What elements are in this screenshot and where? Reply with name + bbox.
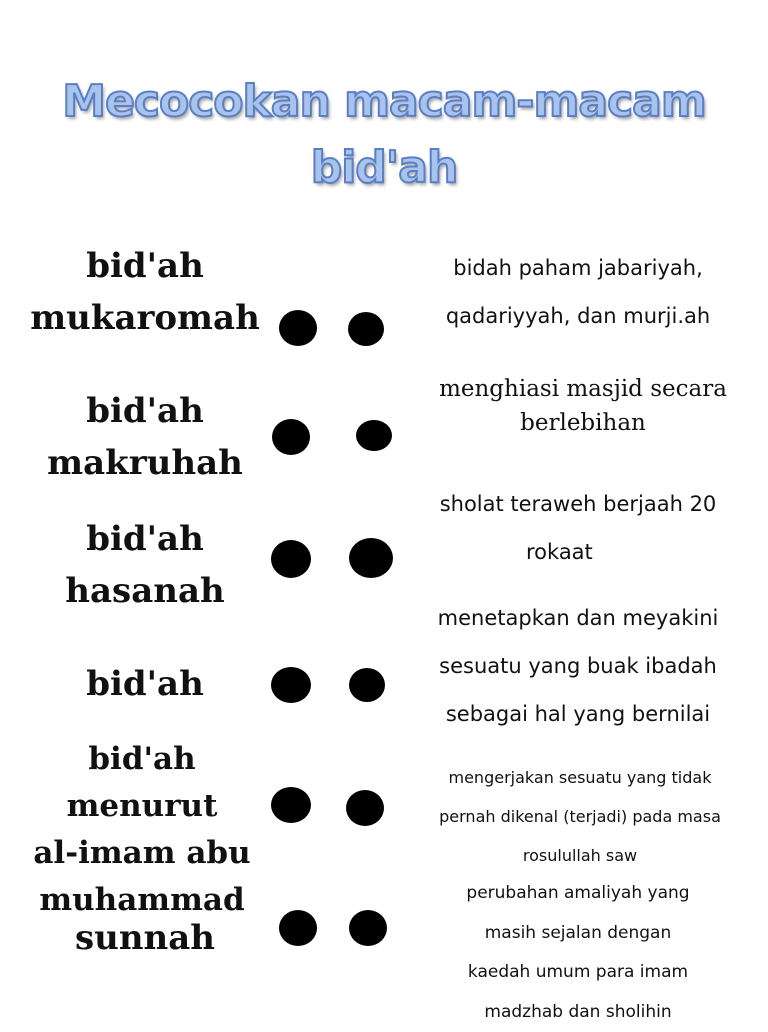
right-item-4 — [408, 594, 748, 738]
left-item-bidah — [20, 658, 270, 710]
right-connector-dot-2[interactable] — [356, 420, 392, 451]
left-connector-dot-1[interactable] — [279, 310, 317, 346]
right-item-line: menghiasi masjid secara — [408, 372, 758, 406]
left-item-line: bid'ah — [20, 513, 270, 565]
right-connector-dot-5[interactable] — [346, 790, 384, 826]
left-item-line: bid'ah menurut — [8, 736, 276, 830]
page-title — [0, 74, 768, 130]
left-item-line: bid'ah — [20, 658, 270, 710]
left-item-line: muhammad — [8, 877, 276, 924]
left-connector-dot-5[interactable] — [271, 787, 311, 823]
right-item-line: pernah dikenal (terjadi) pada masa — [400, 797, 760, 836]
right-item-line: rosulullah saw — [400, 836, 760, 875]
right-item-2 — [408, 372, 758, 440]
left-connector-dot-6[interactable] — [279, 910, 317, 946]
right-item-line: mengerjakan sesuatu yang tidak — [400, 758, 760, 797]
right-item-1 — [408, 244, 748, 340]
left-item-line: bid'ah — [20, 385, 270, 437]
right-item-line: sholat teraweh berjaah 20 — [408, 480, 748, 528]
left-item-bidah-menurut-al-imam — [8, 736, 276, 924]
left-item-bidah-makruhah — [20, 385, 270, 489]
right-connector-dot-3[interactable] — [349, 538, 393, 578]
right-item-line: menetapkan dan meyakini — [408, 594, 748, 642]
right-connector-dot-4[interactable] — [349, 668, 385, 702]
left-item-bidah-mukaromah — [20, 240, 270, 344]
right-item-line: kaedah umum para imam — [408, 953, 748, 993]
page-title-line-2 — [0, 140, 768, 196]
left-item-line: mukaromah — [20, 292, 270, 344]
right-item-line: sesuatu yang buak ibadah — [408, 642, 748, 690]
left-item-line: makruhah — [20, 437, 270, 489]
title-line-2: bid'ah — [311, 142, 458, 193]
left-item-line: bid'ah — [20, 240, 270, 292]
right-item-6 — [408, 874, 748, 1032]
right-connector-dot-6[interactable] — [349, 910, 387, 946]
left-connector-dot-3[interactable] — [271, 540, 311, 578]
right-item-line: perubahan amaliyah yang — [408, 874, 748, 914]
left-item-sunnah — [20, 912, 270, 964]
left-item-line: al-imam abu — [8, 830, 276, 877]
left-connector-dot-2[interactable] — [272, 419, 310, 455]
left-item-bidah-hasanah — [20, 513, 270, 617]
right-item-line: madzhab dan sholihin — [408, 993, 748, 1032]
left-item-line: sunnah — [20, 912, 270, 964]
right-item-line: sebagai hal yang bernilai — [408, 690, 748, 738]
right-item-line: bidah paham jabariyah, — [408, 244, 748, 292]
right-item-5 — [400, 758, 760, 875]
left-connector-dot-4[interactable] — [271, 667, 311, 703]
title-line-1: Mecocokan macam-macam — [62, 76, 705, 127]
right-connector-dot-1[interactable] — [348, 312, 384, 346]
right-item-line: qadariyyah, dan murji.ah — [408, 292, 748, 340]
right-item-line: masih sejalan dengan — [408, 914, 748, 954]
right-item-3 — [408, 480, 748, 576]
right-item-line: rokaat — [408, 528, 748, 576]
right-item-line: berlebihan — [408, 406, 758, 440]
left-item-line: hasanah — [20, 565, 270, 617]
